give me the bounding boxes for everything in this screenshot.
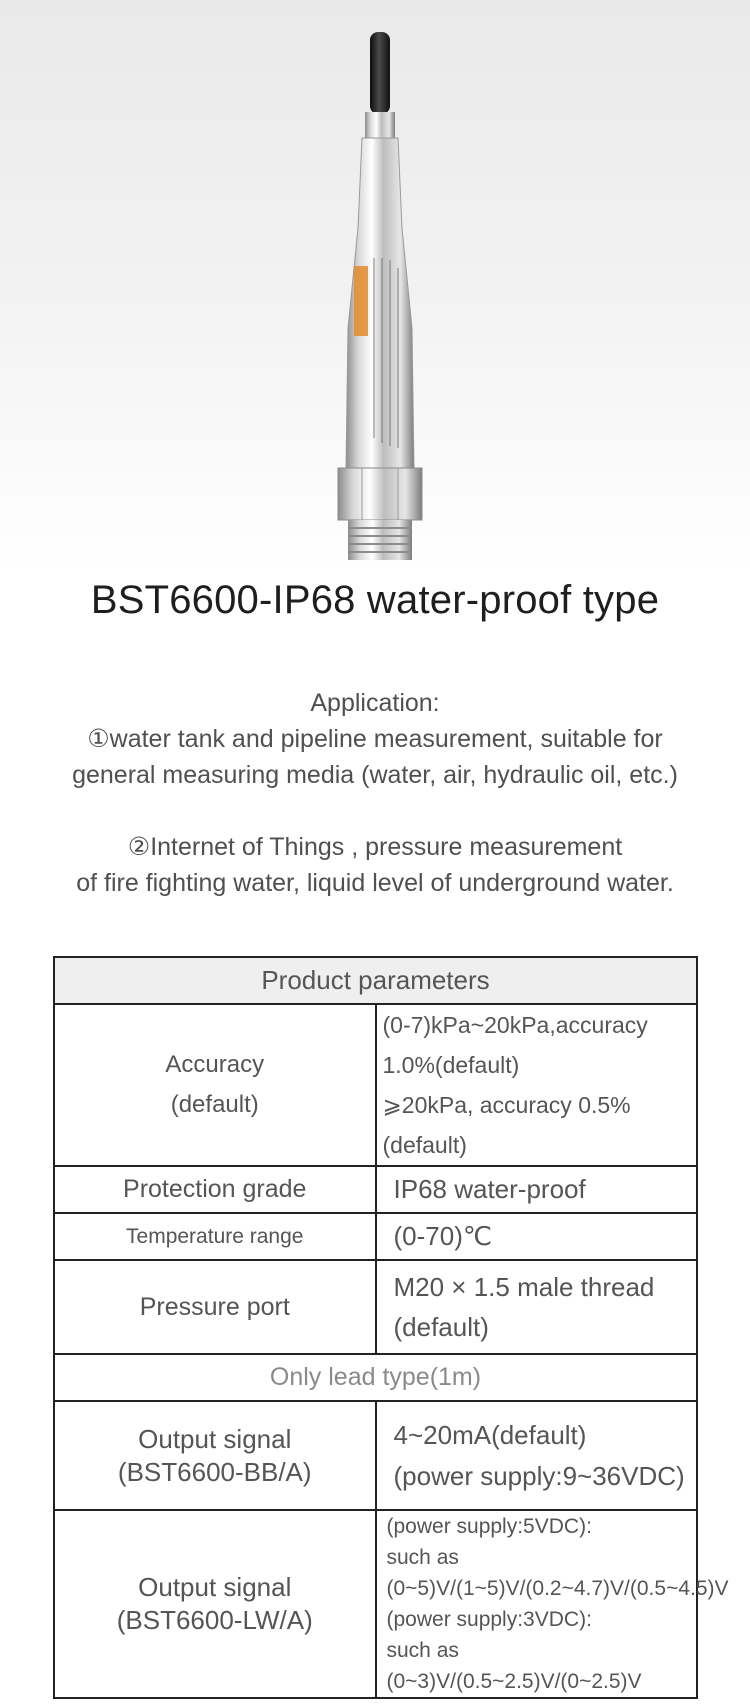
row-label: Protection grade [54, 1166, 376, 1213]
application-item-1-line-1: ①water tank and pipeline measurement, suitable for [87, 725, 663, 753]
row-value [376, 1004, 698, 1166]
row-label-line: Accuracy [165, 1051, 265, 1078]
application-item-2-line-1: ②Internet of Things , pressure measurement [127, 833, 623, 861]
row-label-line: Output signal [138, 1423, 292, 1454]
row-value [376, 1260, 698, 1354]
row-value-line: 4~20mA(default) [393, 1419, 587, 1450]
row-label: Pressure port [54, 1260, 376, 1354]
row-value-line: (0-7)kPa~20kPa,accuracy 1.0%(default) [382, 1012, 648, 1078]
application-item-2-line-2: of fire fighting water, liquid level of underground water. [76, 869, 674, 897]
row-value-line: (power supply:5VDC): [386, 1515, 592, 1538]
row-value-line: such as (0~3)V/(0.5~2.5)V/(0~2.5)V [386, 1639, 642, 1693]
row-value-line: ⩾20kPa, accuracy 0.5% (default) [382, 1092, 631, 1158]
row-value: (0-70)℃ [376, 1213, 698, 1260]
table-row [54, 1401, 697, 1510]
pressure-transmitter-image [310, 28, 450, 568]
table-header: Product parameters [54, 957, 697, 1004]
row-value [376, 1401, 698, 1510]
row-label [54, 1004, 376, 1166]
row-value: IP68 water-proof [376, 1166, 698, 1213]
row-value-line: such as (0~5)V/(1~5)V/(0.2~4.7)V/(0.5~4.5)V [386, 1546, 729, 1600]
table-row [54, 1166, 697, 1213]
row-label-line: (BST6600-LW/A) [116, 1605, 313, 1635]
lead-type-note: Only lead type(1m) [54, 1354, 697, 1401]
row-value [376, 1510, 729, 1698]
product-hero [0, 0, 750, 570]
table-header-row [54, 957, 697, 1004]
row-label-line: Output signal [138, 1572, 292, 1602]
row-label-line: (default) [170, 1091, 259, 1118]
row-value-line: (default) [393, 1312, 489, 1342]
row-label: Temperature range [54, 1213, 376, 1260]
application-heading: Application: [310, 689, 440, 717]
table-row [54, 1510, 697, 1698]
table-row [54, 1213, 697, 1260]
row-label-line: (BST6600-BB/A) [117, 1456, 312, 1487]
application-section [0, 685, 750, 901]
row-value-line: (power supply:3VDC): [386, 1608, 592, 1631]
row-value-line: M20 × 1.5 male thread [393, 1272, 655, 1302]
application-item-1-line-2: general measuring media (water, air, hydraulic oil, etc.) [72, 761, 678, 789]
row-label [54, 1401, 376, 1510]
table-row [54, 1354, 697, 1401]
product-parameters-table [53, 956, 729, 1699]
product-title: BST6600-IP68 water-proof type [90, 578, 660, 622]
row-value-line: (power supply:9~36VDC) [393, 1460, 685, 1491]
table-row [54, 1260, 697, 1354]
table-row [54, 1004, 697, 1166]
row-label [54, 1510, 376, 1698]
